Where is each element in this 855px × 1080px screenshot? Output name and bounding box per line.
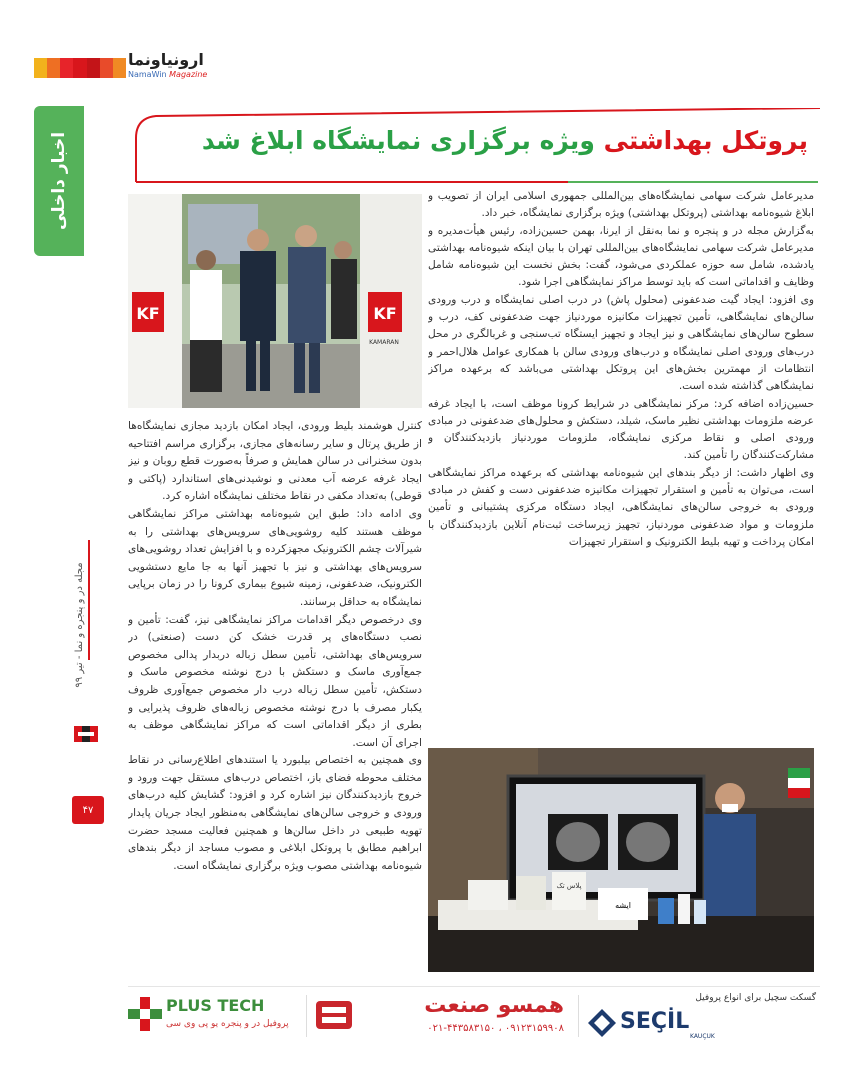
secil-subtitle: KAUÇUK — [690, 1033, 715, 1040]
ad-plus-tech[interactable] — [128, 993, 298, 1039]
ad-divider — [306, 995, 307, 1037]
page-header — [0, 0, 855, 100]
box-label: پلاس تک — [556, 882, 582, 890]
paragraph: وی درخصوص دیگر اقدامات مراکز نمایشگاهی نیز، گفت: تأمین و نصب دستگاه‌های پر قدرت خشک کن دست (صنعتی) در سرویس‌های بهداشتی، تأمین سطل زباله دربدار پدالی مخصوص جمع‌آوری ماسک و دستکش با درج نوشته مخصوص ماسک و دستکش، تأمین سطل زباله درب دار مخصوص جمع‌آوری ظروف یکبار مصرف با درج نوشته مخصوص زباله‌های ظروف پذیرایی و بطری از دیگر اقداماتی است که مراکز نمایشگاهی موظف به اجرای آن است. — [128, 613, 422, 749]
title-part-red: پروتکل بهداشتی — [603, 126, 808, 155]
gate-logo-right: KF — [373, 304, 397, 323]
secil-tagline: گسکت سچیل برای انواع پروفیل — [695, 993, 816, 1003]
plus-tech-name: PLUS TECH — [166, 996, 265, 1015]
paragraph: وی همچنین به اختصاص بیلبورد یا استندهای اطلاع‌رسانی در نقاط مختلف محوطه فضای باز، اختصاص درب‌های مستقل جهت ورود و خروج بازدیدکنندگان نیز اشاره کرد و افزود: گشایش کلیه درب‌های ورودی و خروجی سالن‌های نمایشگاهی به‌منظور ایجاد جریان پایدار تهویه طبیعی در داخل سالن‌ها و همچنین فعالیت مسجد حضرت ابراهیم مطابق با پروتکل ابلاغی و مصوب مساجد از دیگر بندهای شیوه‌نامه بهداشتی مصوب ویژه برگزاری نمایشگاه است. — [128, 754, 422, 872]
color-strip-segment — [34, 58, 47, 78]
gate-logo-left: KF — [136, 304, 160, 323]
margin-logo-icon — [74, 724, 98, 744]
hamso-phone: ۰۲۱-۴۴۳۵۸۳۱۵۰ ، ۰۹۱۲۳۱۵۹۹۰۸ — [427, 1023, 564, 1034]
ad-hamso-sanat[interactable] — [314, 993, 570, 1039]
paragraph: وی افزود: ایجاد گیت ضدعفونی (محلول پاش) در درب اصلی نمایشگاه و درب ورودی سالن‌های نمایشگاهی، تأمین تجهیزات مکانیزه موردنیاز جهت ضدعفونی کف، درب و سطوح سالن‌های نمایشگاهی و نیز ایجاد و تجهیز ایستگاه تب‌سنجی و غربالگری در محل درب‌های ورودی اصلی نمایشگاه و درب‌های ورودی سالن با همکاری عوامل هلال‌احمر و انتظامات از مهمترین بخش‌های این پروتکل بهداشتی می‌باشد که برعهده مراکز نمایشگاهی گذاشته شده است. — [428, 293, 814, 393]
page-number: ۴۷ — [72, 796, 104, 824]
title-part-green: ویژه برگزاری نمایشگاه ابلاغ شد — [201, 126, 595, 155]
color-strip-segment — [47, 58, 60, 78]
magazine-logo — [128, 50, 248, 84]
article-column-right — [428, 188, 814, 740]
color-strip-segment — [73, 58, 86, 78]
article-column-left — [128, 418, 422, 974]
color-strip-segment — [113, 58, 126, 78]
photo-exhibition-booth — [428, 748, 814, 972]
color-strip-segment — [87, 58, 100, 78]
photo-disinfection-gate — [128, 194, 422, 408]
photo-disinfection-gate-illustration — [128, 194, 422, 408]
article-title-bar — [128, 108, 820, 186]
color-strip-segment — [100, 58, 113, 78]
gate-logo-sub: KAMARAN — [369, 339, 399, 346]
paragraph: حسین‌زاده اضافه کرد: مرکز نمایشگاهی در شرایط کرونا موظف است، با ایجاد غرفه عرضه ملزومات بهداشتی نظیر ماسک، شیلد، دستکش و محلول‌های ضدعفونی در مبادی ورودی اصلی و نقاط مرکزی نمایشگاه، ملزومات موردنیاز بازدیدکنندگان و مشارکت‌کنندگان را تأمین کند. — [428, 397, 814, 462]
logo-title: ارونیاونما — [128, 50, 204, 69]
photo-exhibition-booth-illustration — [428, 748, 814, 972]
secil-logo-icon — [588, 1009, 616, 1037]
paragraph: وی ادامه داد: طبق این شیوه‌نامه بهداشتی مراکز نمایشگاهی موظف هستند کلیه روشویی‌های سرویس‌های بهداشتی را به شیرآلات چشم الکترونیک مجهزکرده و با افزایش تعداد روشویی‌های سرویس‌های بهداشتی و نیز با تجهیز آنها به جا مایع دستشویی الکترونیک، ضدعفونی، زمینه شیوع بیماری کرونا را در زمان برپایی نمایشگاه به حداقل برسانند. — [128, 507, 422, 608]
ad-divider — [578, 995, 579, 1037]
logo-sub-left: NamaWin — [128, 70, 167, 79]
paragraph: وی اظهار داشت: از دیگر بندهای این شیوه‌نامه بهداشتی که برعهده مراکز نمایشگاهی است، می‌توان به تأمین و استقرار تجهیزات مکانیزه ضدعفونی دست و کفش در مبادی ورودی به خروجی سالن‌های نمایشگاهی، ایجاد دستگاه مرکزی پشتیبانی و تأمین ملزومات و مواد ضدعفونی موردنیاز، تجهیز زیرساخت ثبت‌نام آنلاین بازدیدکنندگان با امکان پرداخت و تهیه بلیط الکترونیک و استقرار تجهیزات — [428, 466, 814, 548]
ad-secil[interactable] — [584, 993, 820, 1039]
paragraph: مدیرعامل شرکت سهامی نمایشگاه‌های بین‌المللی جمهوری اسلامی ایران از تصویب و ابلاغ شیوه‌نامه بهداشتی (پروتکل بهداشتی) ویژه برگزاری نمایشگاه، خبر داد. — [428, 190, 814, 220]
color-strip-segment — [60, 58, 73, 78]
section-tab-label: اخبار داخلی — [49, 131, 69, 231]
hamso-name: همسو صنعت — [424, 993, 564, 1018]
card-label: ایشه — [615, 901, 631, 910]
logo-sub-right: Magazine — [169, 70, 208, 79]
plus-tech-subtitle: پروفیل در و پنجره یو پی وی سی — [166, 1019, 289, 1029]
paragraph: به‌گزارش مجله در و پنجره و نما به‌نقل از ایرنا، بهمن حسین‌زاده، رئیس هیأت‌مدیره و مدیرعامل شرکت سهامی نمایشگاه‌های بین‌المللی تهران با بیان اینکه شیوه‌نامه بهداشتی یادشده، شامل سه حوزه عملکردی می‌شود، گفت: بخش نخست این شیوه‌نامه شامل وظایف و اقداماتی است که باید توسط مراکز نمایشگاهی اجرا شود. — [428, 224, 814, 289]
logo-subtitle — [128, 70, 248, 79]
paragraph: کنترل هوشمند بلیط ورودی، ایجاد امکان بازدید مجازی نمایشگاه‌ها از طریق پرتال و سایر رسانه‌های مجازی، برگزاری مراسم افتتاحیه بدون سخنرانی در سالن همایش و صرفاً به‌صورت قطع روبان و نیز ایجاد غرفه عرضه آب معدنی و نوشیدنی‌های استاندارد (پاکتی و قوطی) به‌تعداد مکفی در نقاط مختلف نمایشگاه اشاره کرد. — [128, 420, 422, 503]
footer-ads — [128, 986, 820, 1042]
article-title — [148, 126, 808, 166]
section-tab — [34, 106, 84, 256]
margin-vertical-text: مجله در و پنجره و نما - تیر ۹۹ — [74, 562, 85, 688]
color-strip — [34, 58, 126, 78]
plus-tech-logo-icon — [128, 997, 162, 1031]
hamso-logo-icon — [314, 997, 354, 1033]
secil-name: SEÇİL — [620, 1009, 690, 1034]
